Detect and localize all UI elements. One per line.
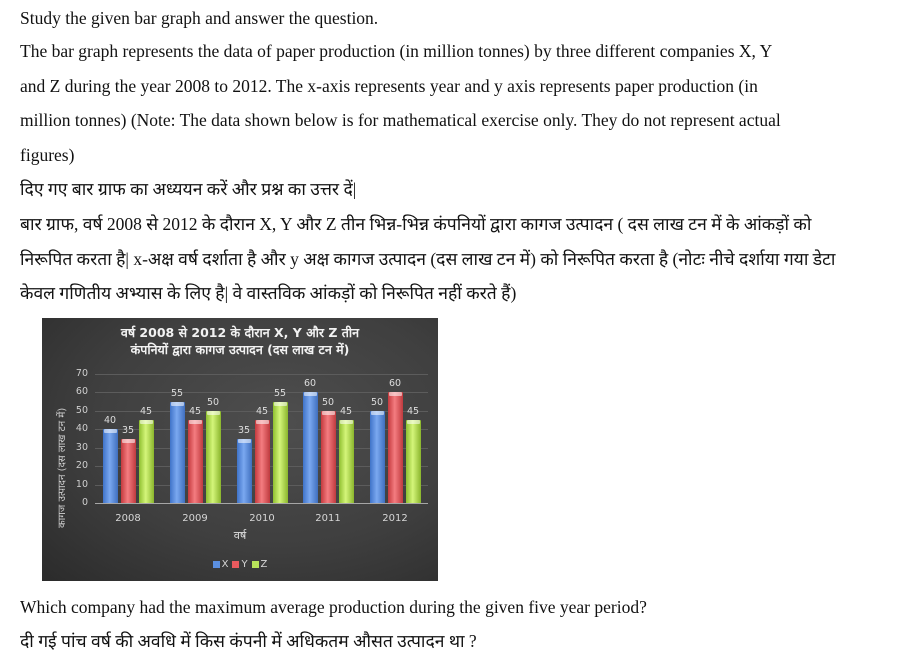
bar-y-2010 <box>255 420 270 503</box>
description-en-line-4: figures) <box>20 145 75 165</box>
data-label: 45 <box>139 406 153 418</box>
instruction-en: Study the given bar graph and answer the question. <box>20 8 379 28</box>
description-en-line-3: million tonnes) (Note: The data shown below is for mathematical exercise only. They do not represent actual <box>20 110 781 130</box>
data-label: 35 <box>237 424 251 436</box>
y-tick-label: 30 <box>75 441 88 453</box>
x-tick-label: 2010 <box>249 513 275 524</box>
bar-x-2008 <box>103 429 118 503</box>
data-label: 35 <box>121 424 135 436</box>
y-tick-label: 70 <box>75 368 88 379</box>
bar-y-2008 <box>121 439 136 504</box>
bar-x-2010 <box>237 439 252 504</box>
data-label: 50 <box>321 396 335 408</box>
y-tick-label: 60 <box>75 386 88 398</box>
x-axis-label: वर्ष <box>233 529 247 542</box>
description-hi-line-1: बार ग्राफ, वर्ष 2008 से 2012 के दौरान X, Y और Z तीन भिन्न-भिन्न कंपनियों द्वारा कागज उत्पादन ( दस लाख टन में के आंकड़ों को <box>20 214 812 234</box>
description-hi-line-2: निरूपित करता है| x-अक्ष वर्ष दर्शाता है और y अक्ष कागज उत्पादन (दस लाख टन में) को निरूपित करता है (नोटः नीचे दर्शाया गया डेटा <box>20 249 836 269</box>
legend-label: X <box>221 559 229 570</box>
y-tick-label: 40 <box>75 423 88 435</box>
data-label: 45 <box>339 406 353 418</box>
data-label: 55 <box>170 387 184 399</box>
legend-label: Z <box>260 559 268 570</box>
y-axis-label: कागज उत्पादन (दस लाख टन में) <box>57 407 68 528</box>
instruction-hi: दिए गए बार ग्राफ का अध्ययन करें और प्रश्न का उत्तर दें| <box>20 179 357 199</box>
legend-item-y <box>232 559 247 570</box>
legend-swatch-icon <box>252 561 259 568</box>
question-en: Which company had the maximum average production during the given five year period? <box>20 597 647 617</box>
description-en-line-1: The bar graph represents the data of paper production (in million tonnes) by three different companies X, Y <box>20 41 773 61</box>
y-tick-label: 0 <box>81 497 88 508</box>
y-tick-label: 20 <box>75 460 88 472</box>
question-hi: दी गई पांच वर्ष की अवधि में किस कंपनी में अधिकतम औसत उत्पादन था ? <box>20 631 477 651</box>
legend-item-x <box>213 559 229 570</box>
bar-z-2011 <box>339 420 354 503</box>
chart-title-line-2: कंपनियों द्वारा कागज उत्पादन (दस लाख टन में) <box>130 342 350 357</box>
bar-z-2012 <box>406 420 421 503</box>
bar-x-2012 <box>370 411 385 503</box>
data-label: 45 <box>406 406 420 418</box>
gridline <box>95 392 428 393</box>
bar-x-2011 <box>303 392 318 503</box>
legend-swatch-icon <box>232 561 239 568</box>
bar-y-2011 <box>321 411 336 503</box>
bar-z-2008 <box>139 420 154 503</box>
legend-item-z <box>252 559 268 570</box>
data-label: 45 <box>255 406 269 418</box>
data-label: 40 <box>103 415 117 427</box>
bar-chart <box>42 318 438 581</box>
y-tick-label: 50 <box>75 404 88 416</box>
x-axis-line <box>95 503 428 504</box>
data-label: 50 <box>206 396 220 408</box>
x-tick-label: 2011 <box>315 513 341 524</box>
y-tick-label: 10 <box>75 478 88 490</box>
description-en-line-2: and Z during the year 2008 to 2012. The x-axis represents year and y axis represents paper production (in <box>20 76 758 96</box>
bar-y-2009 <box>188 420 203 503</box>
data-label: 50 <box>370 396 384 408</box>
bar-z-2010 <box>273 402 288 503</box>
chart-title <box>42 324 438 358</box>
chart-legend <box>42 559 438 570</box>
bar-z-2009 <box>206 411 221 503</box>
legend-swatch-icon <box>213 561 220 568</box>
data-label: 60 <box>303 378 317 390</box>
gridline <box>95 374 428 375</box>
legend-label: Y <box>241 559 248 570</box>
x-tick-label: 2008 <box>115 513 141 524</box>
data-label: 45 <box>188 406 202 418</box>
chart-title-line-1: वर्ष 2008 से 2012 के दौरान X, Y और Z तीन <box>120 325 360 340</box>
data-label: 60 <box>388 378 402 390</box>
x-tick-label: 2012 <box>382 513 408 524</box>
data-label: 55 <box>273 387 287 399</box>
x-tick-label: 2009 <box>182 513 208 524</box>
description-hi-line-3: केवल गणितीय अभ्यास के लिए है| वे वास्तविक आंकड़ों को निरूपित नहीं करते हैं) <box>20 283 517 303</box>
